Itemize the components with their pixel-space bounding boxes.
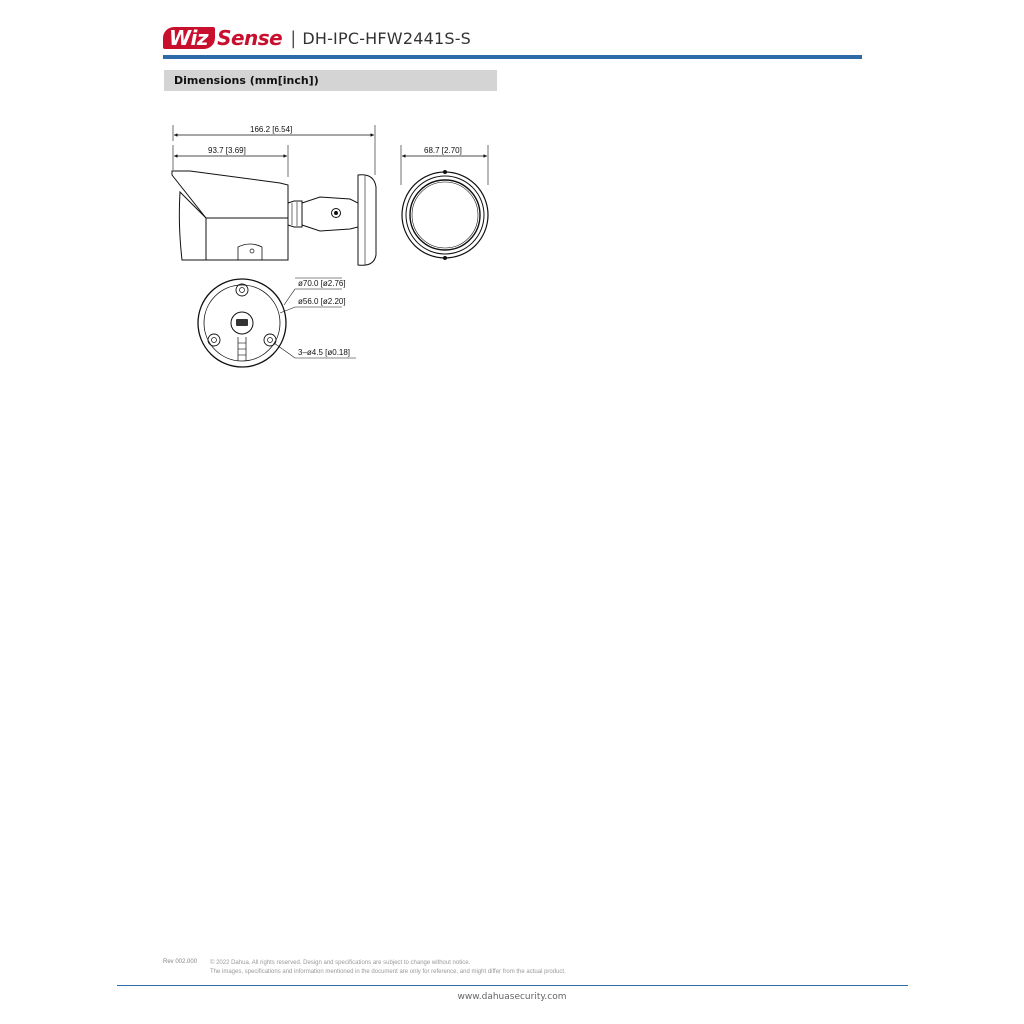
side-view	[172, 125, 376, 265]
page-header	[163, 24, 471, 52]
copyright-notice	[210, 959, 566, 977]
section-title: Dimensions (mm[inch])	[174, 74, 319, 87]
copyright-line-1: © 2022 Dahua. All rights reserved. Design and specifications are subject to change without notice.	[210, 960, 471, 966]
header-divider	[163, 55, 862, 59]
overall-length-label: 166.2 [6.54]	[250, 125, 293, 134]
mount-holes-label: 3–ø4.5 [ø0.18]	[298, 348, 351, 357]
logo-sense-text: Sense	[217, 26, 283, 50]
dimension-drawing-svg	[160, 115, 500, 375]
header-separator: |	[290, 27, 297, 49]
base-inner-diameter-label: ø56.0 [ø2.20]	[298, 297, 346, 306]
copyright-line-2: The images, specifications and information mentioned in the document are only for reference, and might differ from the actual product.	[210, 969, 566, 975]
wizsense-logo	[163, 25, 282, 51]
footer-divider	[117, 985, 908, 986]
model-number: DH-IPC-HFW2441S-S	[302, 28, 472, 48]
website-link[interactable]: www.dahuasecurity.com	[457, 992, 567, 1002]
logo-wiz-text: Wiz	[163, 27, 215, 49]
front-diameter-label: 68.7 [2.70]	[424, 146, 462, 155]
base-outer-diameter-label: ø70.0 [ø2.76]	[298, 279, 346, 288]
dimension-drawing	[160, 115, 500, 375]
body-length-label: 93.7 [3.69]	[208, 146, 246, 155]
section-heading-bar	[164, 70, 497, 91]
front-view	[401, 145, 488, 260]
revision-number: Rev 002.000	[163, 959, 198, 965]
